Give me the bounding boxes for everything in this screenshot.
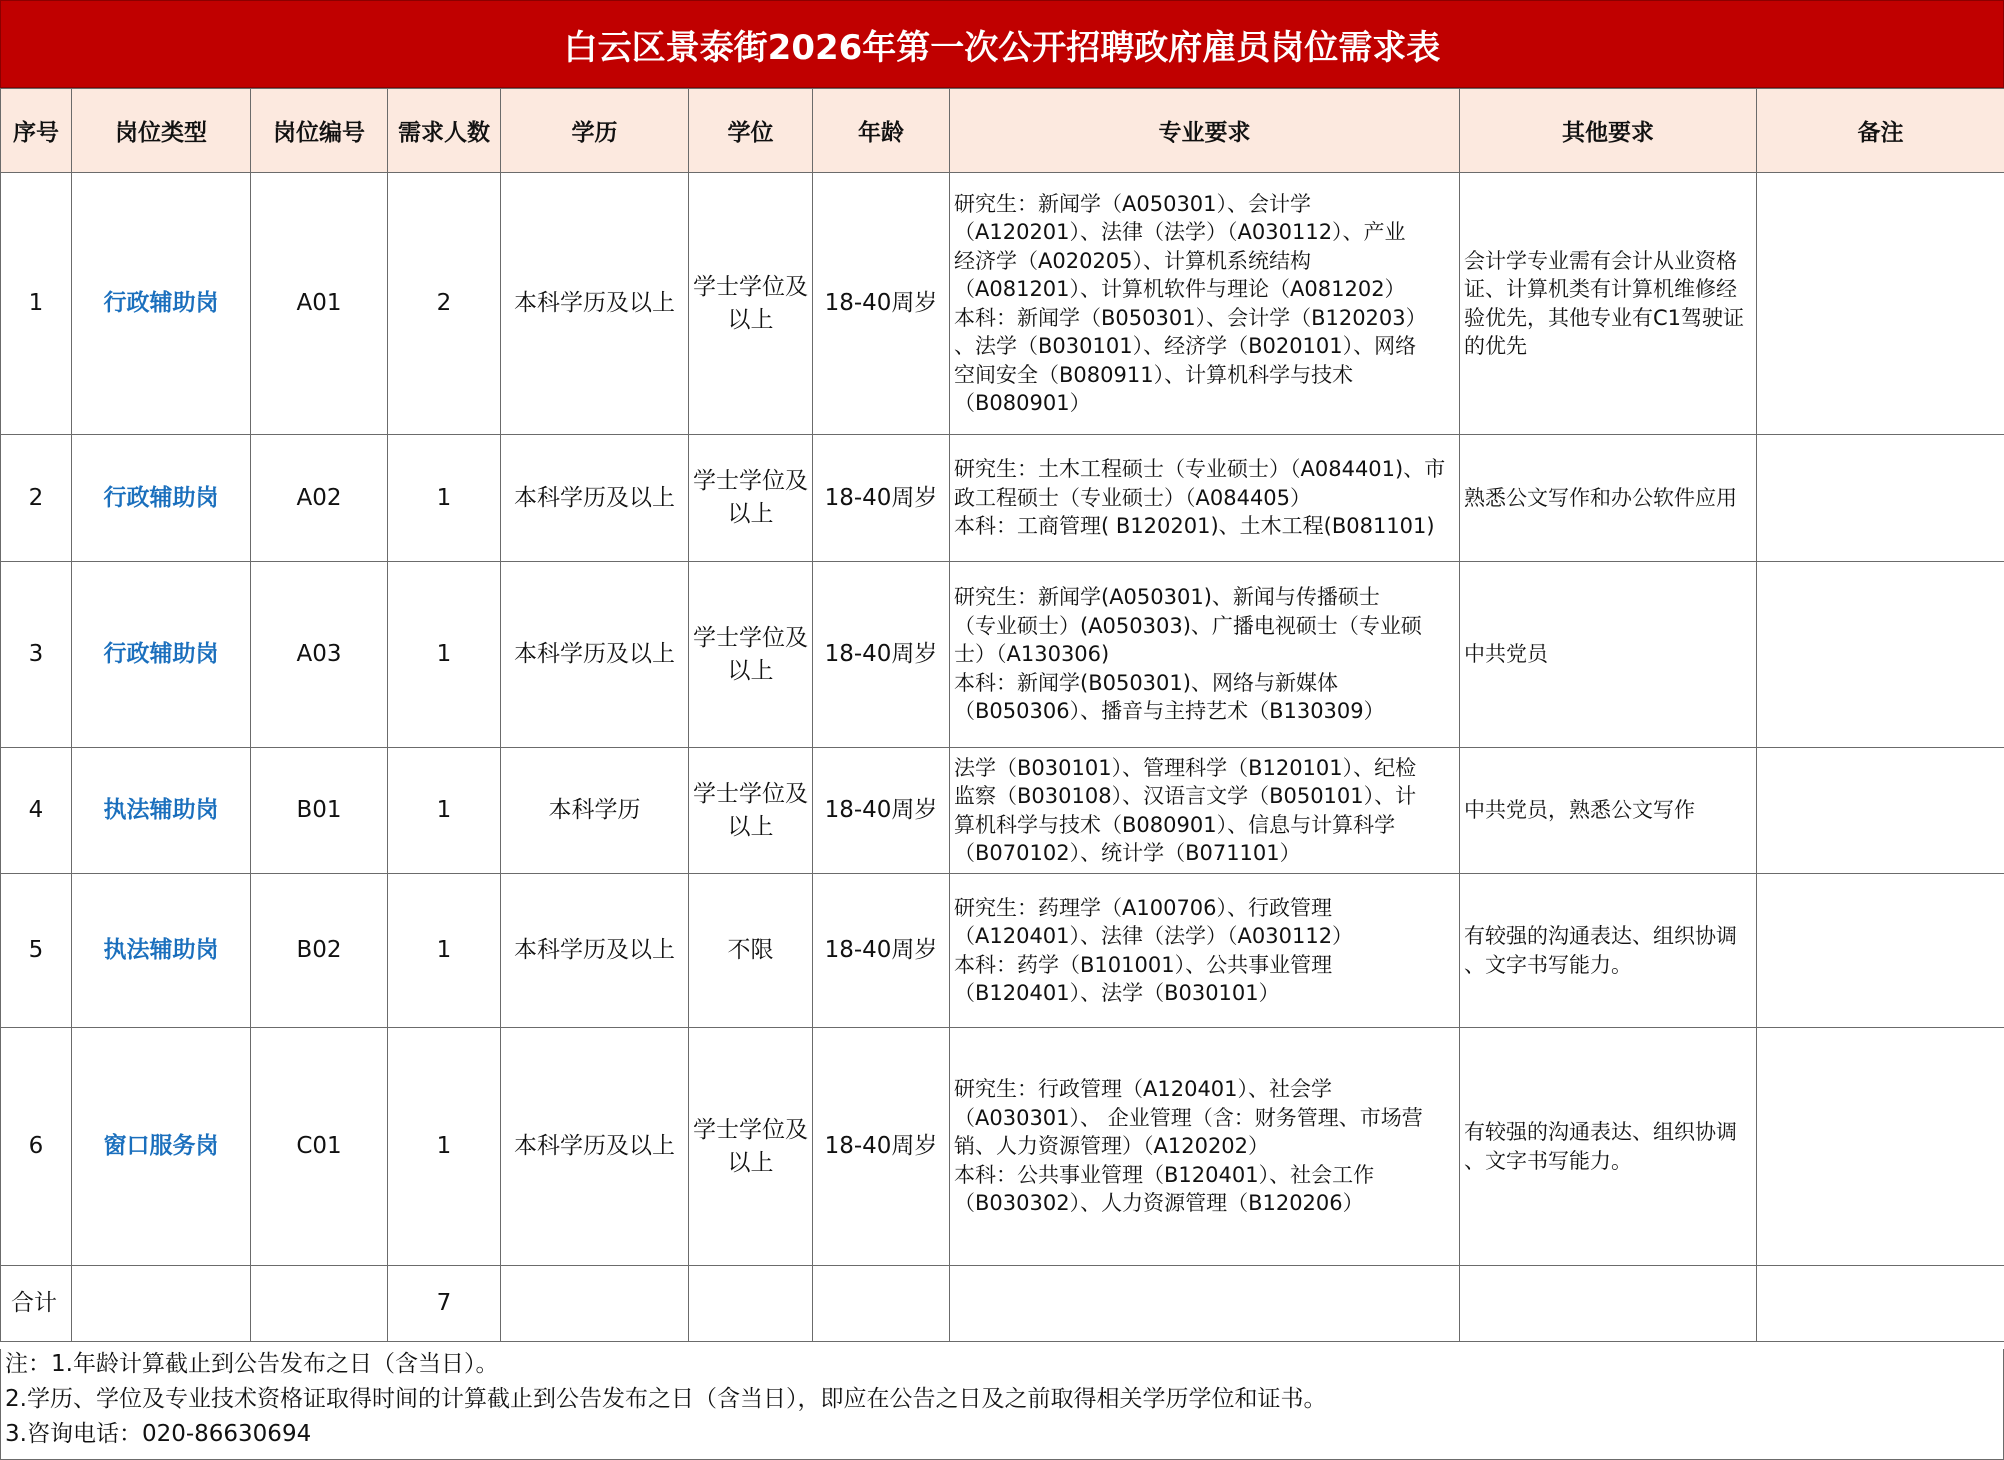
cell-line: 经济学（A020205）、计算机系统结构 [954,248,1312,273]
column-header: 岗位编号 [251,89,388,173]
cell-line: 监察（B030108）、汉语言文学（B050101）、计 [954,784,1417,808]
row-number: 1 [1,173,72,435]
empty-cell [501,1266,689,1342]
remark [1757,562,2004,748]
cell-line: 士）（A130306) [954,642,1110,667]
table-row [1,748,2004,874]
other-requirements [1460,874,1757,1028]
cell-line: （A120201）、法律（法学）（A030112）、产业 [954,220,1406,244]
position-code: A02 [251,435,388,562]
age: 18-40周岁 [813,435,950,562]
column-header: 需求人数 [388,89,501,173]
cell-line: 本科：新闻学（B050301）、会计学（B120203） [954,305,1427,330]
degree [689,1028,813,1266]
position-code: A01 [251,173,388,435]
remark [1757,173,2004,435]
age: 18-40周岁 [813,874,950,1028]
position-code: A03 [251,562,388,748]
major-requirements [950,435,1460,562]
row-number: 5 [1,874,72,1028]
position-code: B02 [251,874,388,1028]
position-type: 执法辅助岗 [72,874,251,1028]
degree [689,435,813,562]
cell-line: 有较强的沟通表达、组织协调 [1464,924,1737,948]
cell-line: 学士学位 [693,780,785,807]
cell-line: 、法学（B030101）、经济学（B020101）、网络 [954,334,1417,358]
empty-cell [251,1266,388,1342]
empty-cell [1757,1266,2004,1342]
cell-line: 算机科学与技术（B080901）、信息与计算科学 [954,812,1396,837]
header-row [1,89,2004,173]
cell-line: 本科：新闻学(B050301)、网络与新媒体 [954,670,1338,695]
total-count: 7 [388,1266,501,1342]
cell-line: 学士学位 [693,468,785,494]
row-number: 6 [1,1028,72,1266]
cell-line: 学士学位 [693,624,785,651]
cell-line: 本科：药学（B101001）、公共事业管理 [954,952,1333,977]
cell-line: 研究生：新闻学(A050301)、新闻与传播硕士 [954,585,1380,610]
cell-line: 熟悉公文写作和办公软件应用 [1464,485,1737,510]
cell-line: 本科：工商管理( B120201)、土木工程(B081101) [954,514,1435,539]
cell-line: （A030301）、 企业管理（含：财务管理、市场营 [954,1105,1423,1130]
other-requirements [1460,748,1757,874]
cell-line: 及以上 [727,468,808,527]
major-requirements [950,874,1460,1028]
cell-line: （B080901） [954,391,1091,415]
cell-line: 证、计算机类有计算机维修经 [1464,277,1737,301]
cell-line: （A081201）、计算机软件与理论（A081202） [954,277,1406,301]
degree [689,748,813,874]
notes-block [0,1349,2004,1460]
column-header: 备注 [1757,89,2004,173]
cell-line: 验优先，其他专业有C1驾驶证 [1464,305,1745,330]
table-row [1,874,2004,1028]
cell-line: （B070102）、统计学（B071101） [954,841,1301,865]
headcount: 1 [388,435,501,562]
cell-line: 空间安全（B080911）、计算机科学与技术 [954,362,1354,387]
cell-line: （专业硕士）(A050303)、广播电视硕士（专业硕 [954,613,1422,638]
table-body [1,173,2004,1342]
education: 本科学历及以上 [501,562,689,748]
age: 18-40周岁 [813,748,950,874]
headcount: 1 [388,1028,501,1266]
cell-line: （B030302）、人力资源管理（B120206） [954,1191,1364,1216]
column-header: 学位 [689,89,813,173]
position-type: 行政辅助岗 [72,173,251,435]
column-header: 序号 [1,89,72,173]
table-row [1,562,2004,748]
degree [689,173,813,435]
cell-line: 销、人力资源管理）（A120202） [954,1134,1270,1159]
column-header: 专业要求 [950,89,1460,173]
cell-line: 研究生：土木工程硕士（专业硕士）（A084401)、市 [954,457,1446,482]
row-number: 2 [1,435,72,562]
note-line: 3.咨询电话：020-86630694 [5,1421,312,1447]
cell-line: 研究生：行政管理（A120401）、社会学 [954,1077,1333,1102]
cell-line: （B120401）、法学（B030101） [954,981,1280,1005]
row-number: 3 [1,562,72,748]
positions-table [0,88,2004,1342]
age: 18-40周岁 [813,173,950,435]
cell-line: 研究生：新闻学（A050301）、会计学 [954,191,1312,216]
cell-line: 有较强的沟通表达、组织协调 [1464,1120,1737,1144]
age: 18-40周岁 [813,1028,950,1266]
row-number: 4 [1,748,72,874]
cell-line: （A120401）、法律（法学）（A030112） [954,924,1354,948]
other-requirements [1460,562,1757,748]
empty-cell [689,1266,813,1342]
position-type: 行政辅助岗 [72,435,251,562]
cell-line: 及以上 [727,273,808,333]
cell-line: 法学（B030101）、管理科学（B120101）、纪检 [954,755,1417,780]
column-header: 其他要求 [1460,89,1757,173]
cell-line: 研究生：药理学（A100706）、行政管理 [954,895,1333,920]
cell-line: 中共党员，熟悉公文写作 [1464,798,1695,823]
cell-line: 学士学位 [693,273,785,300]
empty-cell [1460,1266,1757,1342]
remark [1757,435,2004,562]
headcount: 1 [388,748,501,874]
education: 本科学历及以上 [501,874,689,1028]
cell-line: （B050306）、播音与主持艺术（B130309） [954,699,1385,724]
education: 本科学历及以上 [501,435,689,562]
other-requirements [1460,173,1757,435]
age: 18-40周岁 [813,562,950,748]
major-requirements [950,1028,1460,1266]
table-row [1,1028,2004,1266]
cell-line: 的优先 [1464,334,1527,358]
empty-cell [72,1266,251,1342]
cell-line: 、文字书写能力。 [1464,1148,1632,1173]
note-line: 2.学历、学位及专业技术资格证取得时间的计算截止到公告发布之日（含当日），即应在公告之日及之前取得相关学历学位和证书。 [5,1386,1327,1412]
major-requirements [950,173,1460,435]
other-requirements [1460,435,1757,562]
remark [1757,874,2004,1028]
position-code: C01 [251,1028,388,1266]
cell-line: 中共党员 [1464,642,1548,667]
cell-line: 不限 [727,937,774,963]
education: 本科学历及以上 [501,173,689,435]
column-header: 年龄 [813,89,950,173]
column-header: 学历 [501,89,689,173]
note-line: 注：1.年龄计算截止到公告发布之日（含当日）。 [5,1351,499,1377]
column-header: 岗位类型 [72,89,251,173]
major-requirements [950,748,1460,874]
table-row [1,435,2004,562]
cell-line: 政工程硕士（专业硕士）（A084405） [954,485,1312,510]
empty-cell [950,1266,1460,1342]
remark [1757,748,2004,874]
degree [689,874,813,1028]
degree [689,562,813,748]
cell-line: 及以上 [727,780,808,840]
position-type: 行政辅助岗 [72,562,251,748]
cell-line: 本科：公共事业管理（B120401）、社会工作 [954,1162,1375,1187]
remark [1757,1028,2004,1266]
position-type: 执法辅助岗 [72,748,251,874]
total-row [1,1266,2004,1342]
cell-line: 学士学位 [693,1116,785,1143]
cell-line: 会计学专业需有会计从业资格 [1464,248,1737,273]
cell-line: 、文字书写能力。 [1464,952,1632,977]
position-type: 窗口服务岗 [72,1028,251,1266]
position-code: B01 [251,748,388,874]
headcount: 2 [388,173,501,435]
empty-cell [813,1266,950,1342]
education: 本科学历 [501,748,689,874]
page-title: 白云区景泰街2026年第一次公开招聘政府雇员岗位需求表 [0,0,2004,88]
education: 本科学历及以上 [501,1028,689,1266]
total-label: 合计 [1,1266,72,1342]
major-requirements [950,562,1460,748]
headcount: 1 [388,562,501,748]
headcount: 1 [388,874,501,1028]
other-requirements [1460,1028,1757,1266]
cell-line: 及以上 [727,624,808,684]
table-row [1,173,2004,435]
cell-line: 及以上 [727,1116,808,1176]
